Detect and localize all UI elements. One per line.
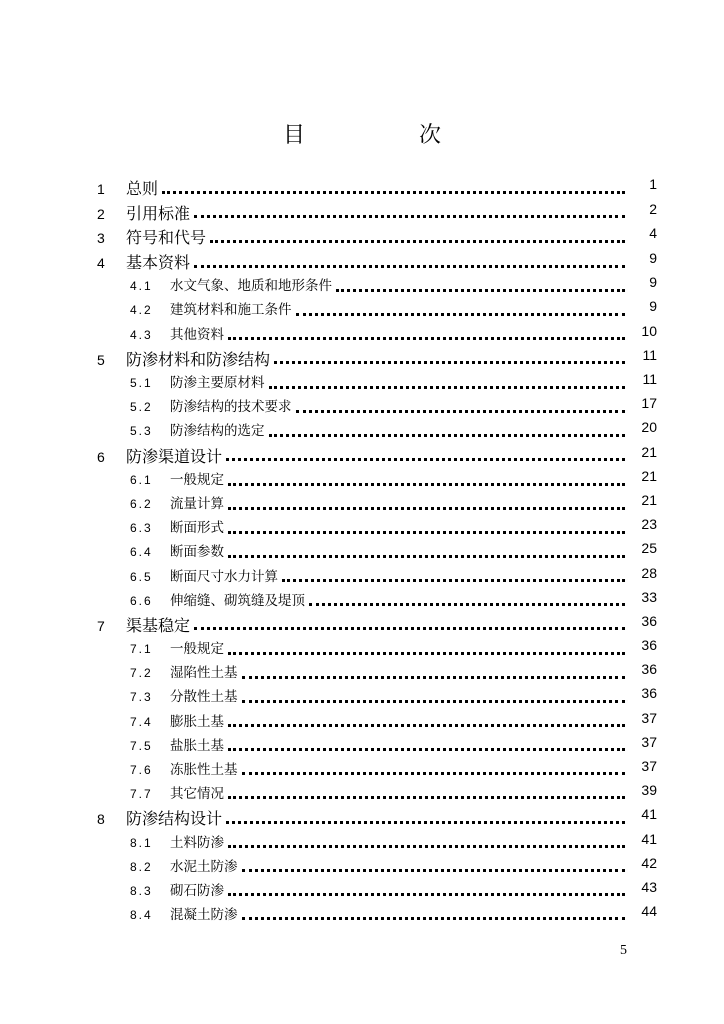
toc-leader-dots [228, 337, 625, 340]
toc-entry-number: 7.3 [130, 690, 153, 705]
table-of-contents [0, 176, 724, 927]
toc-entry-page: 11 [642, 346, 657, 363]
toc-leader-dots [336, 289, 625, 292]
toc-entry-page: 43 [641, 878, 657, 895]
toc-leader-dots [194, 265, 625, 268]
toc-section-entry [0, 710, 657, 734]
toc-entry-title: 其他资料 [170, 326, 224, 343]
toc-section-entry [0, 589, 657, 613]
toc-entry-number: 7.4 [130, 714, 153, 729]
toc-leader-dots [210, 240, 625, 243]
toc-entry-page: 21 [641, 443, 657, 460]
toc-entry-title: 断面尺寸水力计算 [170, 568, 278, 585]
toc-entry-number: 5 [97, 351, 105, 368]
toc-chapter-entry [0, 444, 657, 469]
toc-section-entry [0, 758, 657, 782]
toc-entry-page: 21 [641, 492, 657, 509]
toc-entry-page: 44 [641, 902, 657, 919]
toc-entry-number: 7.1 [130, 642, 153, 657]
toc-section-entry [0, 782, 657, 806]
toc-entry-page: 36 [641, 612, 657, 629]
toc-entry-number: 5.1 [130, 376, 153, 391]
toc-entry-page: 37 [641, 733, 657, 750]
toc-section-entry [0, 903, 657, 927]
toc-entry-page: 37 [641, 757, 657, 774]
toc-entry-number: 1 [97, 181, 105, 197]
toc-leader-dots [274, 361, 625, 364]
toc-chapter-entry [0, 176, 657, 201]
toc-leader-dots [228, 748, 625, 751]
toc-entry-title: 引用标准 [126, 203, 191, 223]
toc-leader-dots [242, 772, 626, 775]
toc-entry-page: 9 [649, 249, 657, 266]
toc-leader-dots [296, 410, 626, 413]
toc-entry-page: 23 [641, 516, 657, 533]
toc-entry-title: 一般规定 [170, 472, 224, 489]
toc-leader-dots [228, 724, 625, 727]
toc-section-entry [0, 492, 657, 516]
toc-leader-dots [228, 507, 625, 510]
toc-leader-dots [228, 555, 625, 558]
toc-entry-number: 2 [97, 205, 105, 222]
toc-entry-page: 2 [649, 200, 657, 217]
toc-entry-title: 渠基稳定 [126, 615, 191, 635]
toc-entry-number: 8.4 [130, 907, 153, 922]
toc-section-entry [0, 540, 657, 564]
toc-leader-dots [226, 458, 625, 461]
toc-entry-page: 36 [641, 661, 657, 678]
toc-entry-title: 土料防渗 [170, 834, 224, 851]
toc-entry-number: 4.2 [130, 303, 153, 318]
toc-section-entry [0, 637, 657, 661]
toc-section-entry [0, 661, 657, 685]
toc-leader-dots [242, 917, 626, 920]
toc-entry-title: 防渗主要原材料 [170, 375, 265, 392]
toc-entry-title: 膨胀土基 [170, 713, 224, 730]
toc-entry-page: 28 [641, 564, 657, 581]
toc-entry-title: 冻胀性土基 [170, 761, 238, 778]
toc-section-entry [0, 685, 657, 709]
toc-entry-title: 流量计算 [170, 496, 224, 513]
toc-section-entry [0, 395, 657, 419]
toc-chapter-entry [0, 613, 657, 638]
toc-entry-number: 5.2 [130, 400, 153, 415]
toc-section-entry [0, 879, 657, 903]
toc-section-entry [0, 468, 657, 492]
toc-section-entry [0, 565, 657, 589]
toc-entry-number: 8.2 [130, 859, 153, 874]
toc-entry-title: 盐胀土基 [170, 737, 224, 754]
toc-entry-number: 7.6 [130, 762, 153, 777]
toc-leader-dots [242, 700, 626, 703]
toc-entry-page: 41 [641, 830, 657, 847]
toc-entry-page: 36 [641, 685, 657, 702]
toc-section-entry [0, 831, 657, 855]
toc-leader-dots [228, 652, 625, 655]
toc-entry-page: 9 [649, 298, 657, 315]
toc-entry-number: 4 [97, 254, 105, 271]
toc-chapter-entry [0, 201, 657, 226]
toc-section-entry [0, 371, 657, 395]
toc-entry-title: 防渗结构的技术要求 [170, 399, 292, 416]
toc-entry-number: 7.5 [130, 738, 153, 753]
toc-entry-number: 6.3 [130, 521, 153, 536]
toc-entry-number: 6.6 [130, 593, 153, 608]
toc-entry-title: 混凝土防渗 [170, 906, 238, 923]
toc-entry-number: 8.3 [130, 883, 153, 898]
toc-entry-page: 39 [641, 781, 657, 798]
toc-entry-title: 防渗结构设计 [126, 808, 223, 828]
toc-entry-title: 防渗渠道设计 [126, 446, 223, 466]
toc-section-entry [0, 516, 657, 540]
page-number: 5 [620, 943, 627, 958]
toc-entry-page: 36 [641, 637, 657, 654]
toc-section-entry [0, 274, 657, 298]
toc-section-entry [0, 855, 657, 879]
toc-entry-number: 7 [97, 617, 105, 634]
toc-entry-title: 湿陷性土基 [170, 665, 238, 682]
toc-entry-page: 1 [649, 176, 657, 192]
toc-entry-number: 4.3 [130, 327, 153, 342]
toc-leader-dots [162, 191, 625, 194]
toc-entry-title: 断面参数 [170, 544, 224, 561]
toc-entry-number: 8.1 [130, 835, 153, 850]
toc-entry-page: 11 [642, 371, 657, 388]
toc-leader-dots [228, 845, 625, 848]
toc-entry-page: 25 [641, 540, 657, 557]
toc-leader-dots [194, 627, 625, 630]
toc-entry-page: 9 [649, 274, 657, 291]
toc-leader-dots [269, 434, 626, 437]
toc-section-entry [0, 419, 657, 443]
toc-entry-title: 伸缩缝、砌筑缝及堤顶 [170, 592, 305, 609]
toc-leader-dots [242, 676, 626, 679]
page-title: 目 次 [282, 123, 487, 148]
toc-entry-title: 建筑材料和施工条件 [170, 302, 292, 319]
toc-entry-number: 6.4 [130, 545, 153, 560]
toc-entry-page: 21 [641, 468, 657, 485]
toc-chapter-entry [0, 250, 657, 275]
toc-entry-title: 分散性土基 [170, 689, 238, 706]
toc-entry-number: 3 [97, 230, 105, 247]
toc-entry-number: 6.5 [130, 569, 153, 584]
toc-entry-title: 防渗结构的选定 [170, 423, 265, 440]
toc-entry-number: 6.1 [130, 473, 153, 488]
toc-chapter-entry [0, 347, 657, 372]
toc-entry-number: 6.2 [130, 497, 153, 512]
toc-entry-title: 断面形式 [170, 520, 224, 537]
toc-entry-number: 5.3 [130, 424, 153, 439]
toc-entry-page: 42 [641, 854, 657, 871]
toc-entry-page: 4 [649, 225, 657, 242]
toc-entry-page: 10 [641, 322, 657, 339]
toc-leader-dots [269, 386, 626, 389]
toc-entry-title: 防渗材料和防渗结构 [126, 349, 271, 369]
toc-leader-dots [228, 483, 625, 486]
toc-leader-dots [228, 531, 625, 534]
toc-leader-dots [242, 869, 626, 872]
toc-entry-number: 6 [97, 448, 105, 465]
toc-entry-page: 41 [641, 805, 657, 822]
toc-chapter-entry [0, 806, 657, 831]
toc-entry-title: 基本资料 [126, 252, 191, 272]
toc-entry-page: 17 [641, 395, 657, 412]
toc-section-entry [0, 298, 657, 322]
toc-leader-dots [226, 821, 625, 824]
toc-entry-title: 水泥土防渗 [170, 858, 238, 875]
toc-entry-number: 4.1 [130, 279, 153, 294]
toc-entry-title: 总则 [126, 179, 159, 198]
toc-entry-title: 砌石防渗 [170, 882, 224, 899]
toc-leader-dots [228, 796, 625, 799]
toc-section-entry [0, 734, 657, 758]
toc-leader-dots [309, 603, 625, 606]
toc-leader-dots [194, 215, 625, 218]
toc-entry-page: 20 [641, 419, 657, 436]
toc-leader-dots [282, 579, 625, 582]
toc-entry-title: 其它情况 [170, 785, 224, 802]
toc-entry-page: 33 [641, 588, 657, 605]
toc-entry-number: 7.2 [130, 666, 153, 681]
toc-entry-title: 一般规定 [170, 641, 224, 658]
toc-entry-number: 7.7 [130, 786, 153, 801]
toc-entry-page: 37 [641, 709, 657, 726]
toc-leader-dots [228, 893, 625, 896]
toc-section-entry [0, 323, 657, 347]
toc-entry-title: 符号和代号 [126, 228, 207, 248]
toc-entry-number: 8 [97, 810, 105, 827]
toc-entry-title: 水文气象、地质和地形条件 [170, 278, 332, 295]
toc-chapter-entry [0, 225, 657, 250]
toc-leader-dots [296, 313, 626, 316]
